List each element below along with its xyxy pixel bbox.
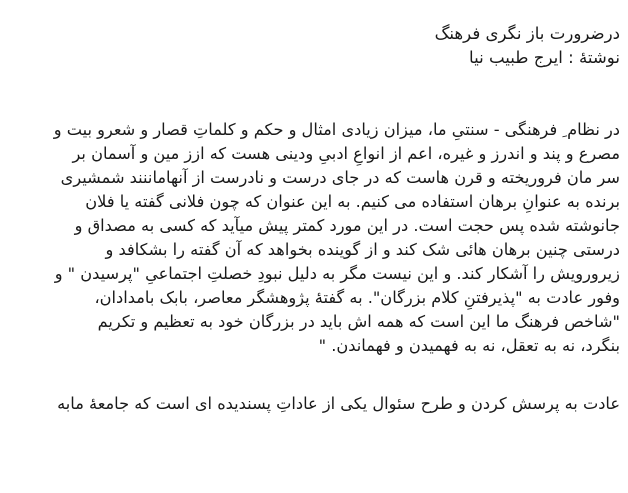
paragraph-line: جانوشته شده پس حجت است. در این مورد کمتر پیش میآید که کسی به مصداق و: [74, 216, 620, 235]
paragraph-line: زیرورویش را آشکار کند. و این نیست مگر به دلیل نبودِ خصلتِ اجتماعیِ "پرسیدن " و: [54, 264, 620, 283]
paragraph-line: عادت به پرسش کردن و طرح سئوال یکی از عاداتِ پسندیده ای است که جامعهٔ مابه: [57, 394, 620, 413]
paragraph-line: درستی چنین برهان هائی شک کند و از گوینده بخواهد که آن گفته را بشکافد و: [105, 240, 620, 259]
paragraph-line: مصرع و پند و اندرز و غیره، اعم از انواعِ ادبیِ ودینی هست که ازز مین و آسمان بر: [72, 144, 620, 163]
paragraph-line: برنده به عنوانِ برهان استفاده می کنیم. به این عنوان که چون فلانی گفته یا فلان: [85, 192, 620, 211]
paragraph-line: "شاخص فرهنگ ما این است که همه اش باید در بزرگان خود به تعظیم و تکریم: [97, 312, 620, 331]
paragraph-line: در نظام ِ فرهنگی - سنتیِ ما، میزان زیادی امثال و حکم و کلماتِ قصار و شعرو بیت و: [53, 120, 620, 139]
author-line: نوشتهٔ : ایرج طبیب نیا: [469, 48, 620, 67]
paragraph-line: وفور عادت به "پذیرفتنِ کلام بزرگان". به گفتهٔ پژوهشگر معاصر، بابک بامدادان،: [94, 288, 620, 307]
paragraph-line: بنگرد، نه به تعقل، نه به فهمیدن و فهماندن. ": [318, 336, 620, 355]
paragraph-line: سر مان فروریخته و قرن هاست که در جای درست و نادرست از آنهاماننند شمشیری: [60, 168, 620, 187]
document-title: درضرورت باز نگری فرهنگ: [434, 24, 620, 43]
